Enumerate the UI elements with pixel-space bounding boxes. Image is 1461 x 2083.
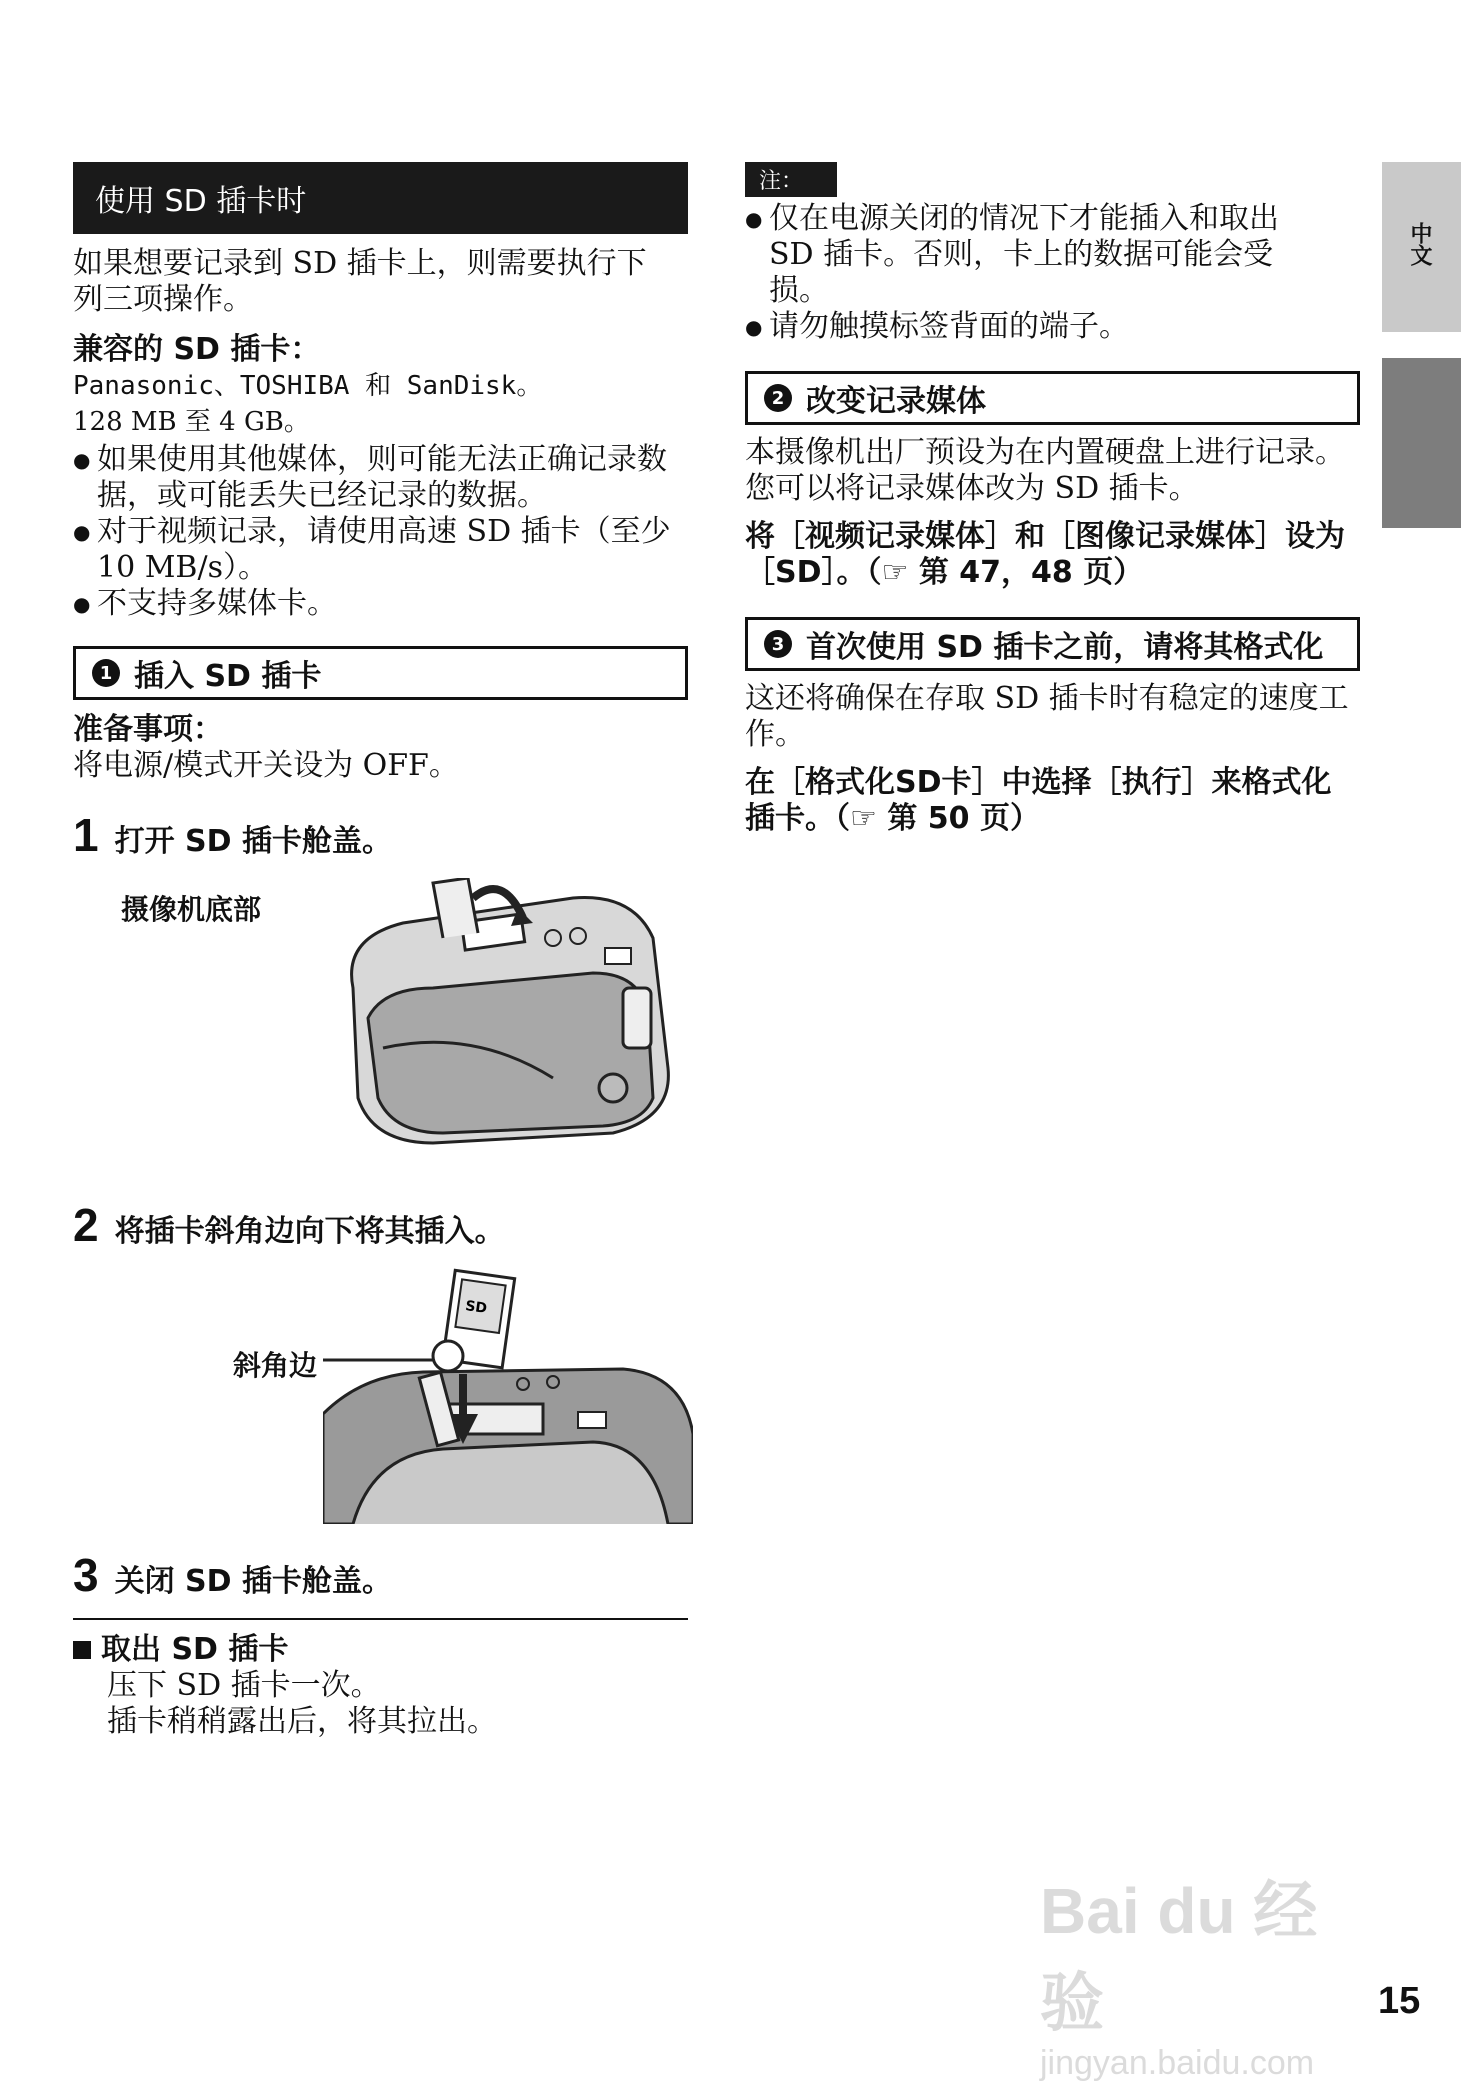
bullet-item: ● 对于视频记录，请使用高速 SD 插卡（至少 10 MB/s）。	[73, 514, 688, 586]
step-number: 2	[73, 1199, 99, 1251]
watermark-logo: Bai du 经验	[1040, 1875, 1318, 2039]
compat-size: 128 MB 至 4 GB。	[73, 407, 310, 437]
camcorder-illustration	[323, 878, 693, 1148]
remove-line: 插卡稍稍露出后，将其拉出。	[107, 1704, 497, 1739]
figure-label: 摄像机底部	[121, 893, 262, 926]
compat-brands: Panasonic、TOSHIBA 和 SanDisk。	[73, 371, 543, 401]
compat-heading: 兼容的 SD 插卡：	[73, 332, 321, 367]
baidu-watermark	[1040, 1860, 1380, 2082]
step-3	[73, 1548, 688, 1602]
intro-text: 如果想要记录到 SD 插卡上，则需要执行下列三项操作。	[73, 246, 647, 317]
language-tab-label: 中文	[1407, 222, 1432, 266]
note-item: ● 仅在电源关闭的情况下才能插入和取出 SD 插卡。否则，卡上的数据可能会受损。	[745, 201, 1305, 309]
box-insert-card	[73, 646, 688, 700]
remove-heading: 取出 SD 插卡	[101, 1632, 289, 1667]
box-title: 改变记录媒体	[806, 384, 986, 419]
box3-text: 这还将确保在存取 SD 插卡时有稳定的速度工作。	[745, 681, 1349, 752]
card-insert-illustration	[323, 1264, 693, 1524]
step-1	[73, 808, 688, 862]
box-change-media	[745, 371, 1360, 425]
compat-bullets	[73, 442, 688, 622]
left-column	[73, 162, 688, 1740]
remove-line: 压下 SD 插卡一次。	[107, 1668, 381, 1703]
section-tab	[1382, 358, 1461, 528]
box-title: 插入 SD 插卡	[134, 659, 322, 694]
compat-block	[73, 332, 688, 440]
remove-card-section	[73, 1618, 688, 1740]
prep-block	[73, 712, 688, 784]
step-number-badge: 3	[764, 630, 792, 658]
step-number-badge: 1	[92, 659, 120, 687]
box2-instruction: 将［视频记录媒体］和［图像记录媒体］设为［SD］。（☞ 第 47，48 页）	[745, 519, 1345, 590]
box-title: 首次使用 SD 插卡之前，请将其格式化	[806, 630, 1324, 665]
prep-text: 将电源/模式开关设为 OFF。	[73, 748, 459, 783]
note-bullets	[745, 201, 1305, 345]
figure-card-insert	[73, 1264, 688, 1524]
prep-heading: 准备事项：	[73, 712, 223, 747]
figure-label: 斜角边	[233, 1349, 318, 1382]
remove-heading-row	[73, 1632, 688, 1668]
box2-text: 本摄像机出厂预设为在内置硬盘上进行记录。您可以将记录媒体改为 SD 插卡。	[745, 435, 1345, 506]
step-number-badge: 2	[764, 384, 792, 412]
step-number: 1	[73, 809, 99, 861]
step-number: 3	[73, 1549, 99, 1601]
step-text: 关闭 SD 插卡舱盖。	[114, 1564, 392, 1599]
step-text: 将插卡斜角边向下将其插入。	[114, 1214, 505, 1249]
bullet-item: ● 不支持多媒体卡。	[73, 586, 688, 622]
box3-instruction: 在［格式化SD卡］中选择［执行］来格式化插卡。（☞ 第 50 页）	[745, 765, 1332, 836]
step-2	[73, 1198, 688, 1252]
right-column	[745, 162, 1360, 837]
page-number: 15	[1378, 1980, 1421, 2022]
section-title: 使用 SD 插卡时	[73, 162, 688, 234]
note-badge: 注：	[745, 162, 837, 197]
language-tab	[1382, 162, 1461, 332]
figure-camcorder-bottom	[73, 878, 688, 1158]
note-item: ● 请勿触摸标签背面的端子。	[745, 309, 1305, 345]
svg-text:SD: SD	[464, 1298, 488, 1318]
bullet-item: ● 如果使用其他媒体，则可能无法正确记录数据，或可能丢失已经记录的数据。	[73, 442, 688, 514]
box-format-card	[745, 617, 1360, 671]
step-text: 打开 SD 插卡舱盖。	[114, 824, 392, 859]
watermark-url: jingyan.baidu.com	[1040, 2044, 1315, 2082]
square-bullet-icon	[73, 1641, 91, 1659]
